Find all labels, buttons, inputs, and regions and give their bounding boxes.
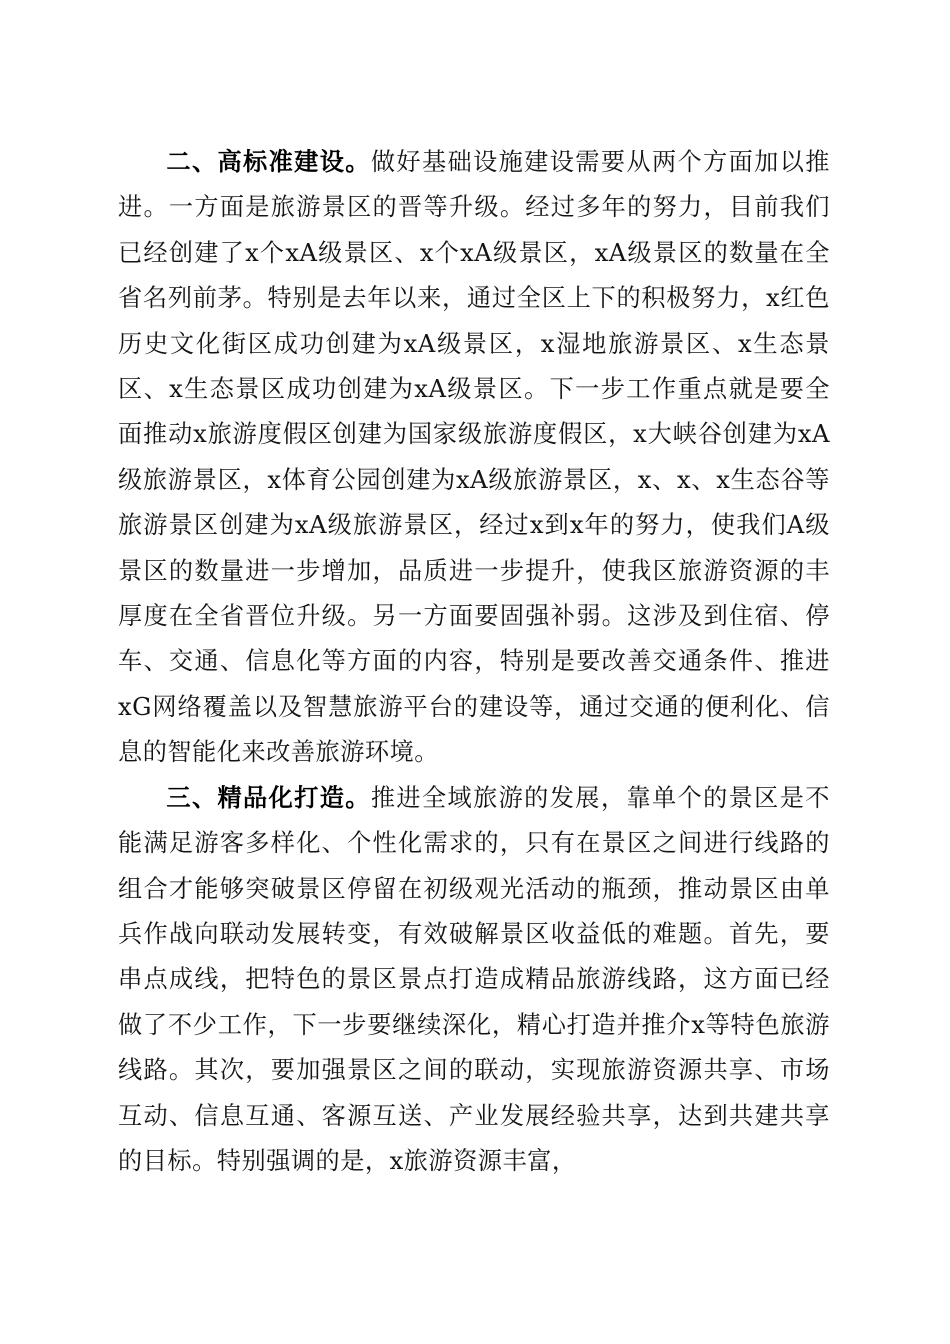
paragraph-quality-creation	[118, 776, 830, 1185]
paragraph-text: 推进全域旅游的发展，靠单个的景区是不能满足游客多样化、个性化需求的，只有在景区之间进行线路的组合才能够突破景区停留在初级观光活动的瓶颈，推动景区由单兵作战向联动发展转变，有效破解景区收益低的难题。首先，要串点成线，把特色的景区景点打造成精品旅游线路，这方面已经做了不少工作，下一步要继续深化，精心打造并推介x等特色旅游线路。其次，要加强景区之间的联动，实现旅游资源共享、市场互动、信息互通、客源互送、产业发展经验共享，达到共建共享的目标。特别强调的是，x旅游资源丰富，	[118, 783, 830, 1175]
paragraph-heading: 二、高标准建设。	[166, 148, 371, 176]
document-body	[118, 140, 830, 1184]
paragraph-high-standard-construction	[118, 140, 830, 776]
paragraph-heading: 三、精品化打造。	[166, 783, 371, 812]
paragraph-text: 做好基础设施建设需要从两个方面加以推进。一方面是旅游景区的晋等升级。经过多年的努力，目前我们已经创建了x个xA级景区、x个xA级景区，xA级景区的数量在全省名列前茅。特别是去年以来，通过全区上下的积极努力，x红色历史文化街区成功创建为xA级景区，x湿地旅游景区、x生态景区、x生态景区成功创建为xA级景区。下一步工作重点就是要全面推动x旅游度假区创建为国家级旅游度假区，x大峡谷创建为xA级旅游景区，x体育公园创建为xA级旅游景区，x、x、x生态谷等旅游景区创建为xA级旅游景区，经过x到x年的努力，使我们A级景区的数量进一步增加，品质进一步提升，使我区旅游资源的丰厚度在全省晋位升级。另一方面要固强补弱。这涉及到住宿、停车、交通、信息化等方面的内容，特别是要改善交通条件、推进xG网络覆盖以及智慧旅游平台的建设等，通过交通的便利化、信息的智能化来改善旅游环境。	[118, 148, 830, 767]
